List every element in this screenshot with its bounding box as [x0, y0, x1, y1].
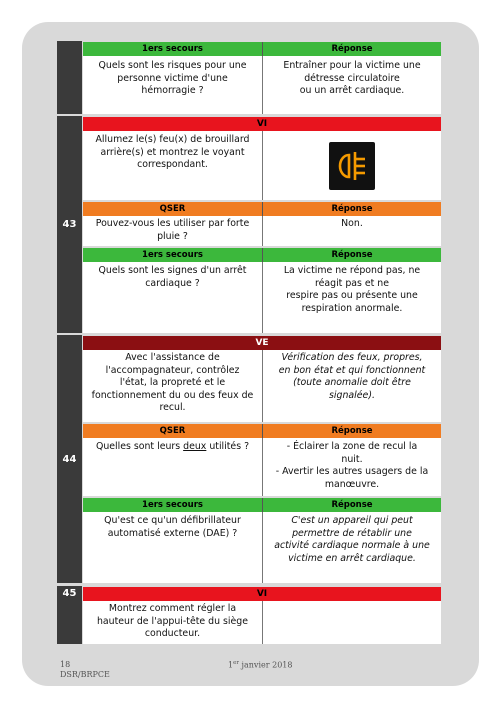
first-aid-answer: C'est un appareil qui peut permettre de rétablir une activité cardiaque normale à une victime en arrêt cardiaque.	[262, 512, 441, 583]
first-aid-label: 1ers secours	[142, 500, 203, 510]
question-number-label: 44	[62, 453, 77, 465]
first-aid-question: Quels sont les signes d'un arrêt cardiaque ?	[98, 265, 247, 289]
publication-date	[228, 660, 292, 670]
interior-check-label: VI	[256, 589, 268, 599]
question-number-44	[57, 335, 82, 583]
qser-question-emphasis: deux	[183, 441, 207, 452]
interior-check-answer	[262, 601, 441, 644]
response-label: Réponse	[262, 202, 441, 216]
response-label: Réponse	[262, 424, 441, 438]
first-aid-header	[83, 498, 441, 512]
first-aid-label: 1ers secours	[142, 44, 203, 54]
date-superscript: er	[233, 660, 239, 666]
response-label: Réponse	[262, 498, 441, 512]
qser-question: Pouvez-vous les utiliser par forte pluie ?	[95, 218, 250, 242]
first-aid-answer: La victime ne répond pas, ne réagit pas et ne respire pas ou présente une respiration anormale.	[262, 262, 441, 333]
interior-check-label: VI	[256, 119, 268, 129]
interior-check-header	[83, 117, 441, 131]
first-aid-answer: Entraîner pour la victime une détresse circulatoire ou un arrêt cardiaque.	[262, 56, 441, 114]
qser-label: QSER	[159, 204, 186, 214]
rear-fog-light-icon	[329, 142, 375, 190]
first-aid-row	[83, 56, 441, 114]
qser-question	[83, 438, 262, 496]
question-number-label: 43	[62, 219, 77, 230]
interior-check-question: Allumez le(s) feu(x) de brouillard arrière(s) et montrez le voyant correspondant.	[95, 134, 250, 171]
exterior-check-header	[83, 336, 441, 350]
qser-answer: - Éclairer la zone de recul la nuit. - Avertir les autres usagers de la manœuvre.	[262, 438, 441, 496]
qser-label: QSER	[159, 426, 186, 436]
qser-question-text: Quelles sont leurs	[95, 441, 184, 452]
qser-header	[83, 202, 441, 216]
response-label: Réponse	[262, 248, 441, 262]
qser-answer: Non.	[262, 216, 441, 246]
interior-check-row	[83, 131, 441, 200]
qser-row	[83, 216, 441, 246]
qser-row	[83, 438, 441, 496]
interior-check-question: Montrez comment régler la hauteur de l'appui-tête du siège conducteur.	[96, 603, 249, 640]
first-aid-question: Quels sont les risques pour une personne victime d'une hémorragie ?	[98, 60, 247, 97]
exterior-check-question: Avec l'assistance de l'accompagnateur, contrôlez l'état, la propreté et le fonctionnement du ou des feux de recul.	[91, 352, 254, 414]
response-label: Réponse	[262, 42, 441, 56]
qser-question-text: utilités ?	[206, 441, 250, 452]
first-aid-header	[83, 248, 441, 262]
date-day: 1	[228, 660, 234, 670]
first-aid-row	[83, 512, 441, 583]
question-side-42	[57, 41, 82, 114]
organization: DSR/BRPCE	[60, 670, 110, 679]
question-number-43	[57, 116, 82, 333]
question-number-label: 45	[62, 588, 77, 599]
date-rest: janvier 2018	[238, 660, 293, 670]
exterior-check-row	[83, 350, 441, 422]
exterior-check-answer: Vérification des feux, propres, en bon état et qui fonctionnent (toute anomalie doit être signalée).	[262, 350, 441, 422]
qser-header	[83, 424, 441, 438]
first-aid-question: Qu'est ce qu'un défibrillateur automatisé externe (DAE) ?	[104, 515, 241, 539]
first-aid-label: 1ers secours	[142, 250, 203, 260]
interior-check-row	[83, 601, 441, 644]
fog-light-cell	[262, 131, 441, 200]
first-aid-header	[83, 42, 441, 56]
page-number: 18	[60, 660, 71, 669]
first-aid-row	[83, 262, 441, 333]
exterior-check-label: VE	[255, 338, 269, 348]
interior-check-header	[83, 587, 441, 601]
question-number-45	[57, 586, 82, 644]
